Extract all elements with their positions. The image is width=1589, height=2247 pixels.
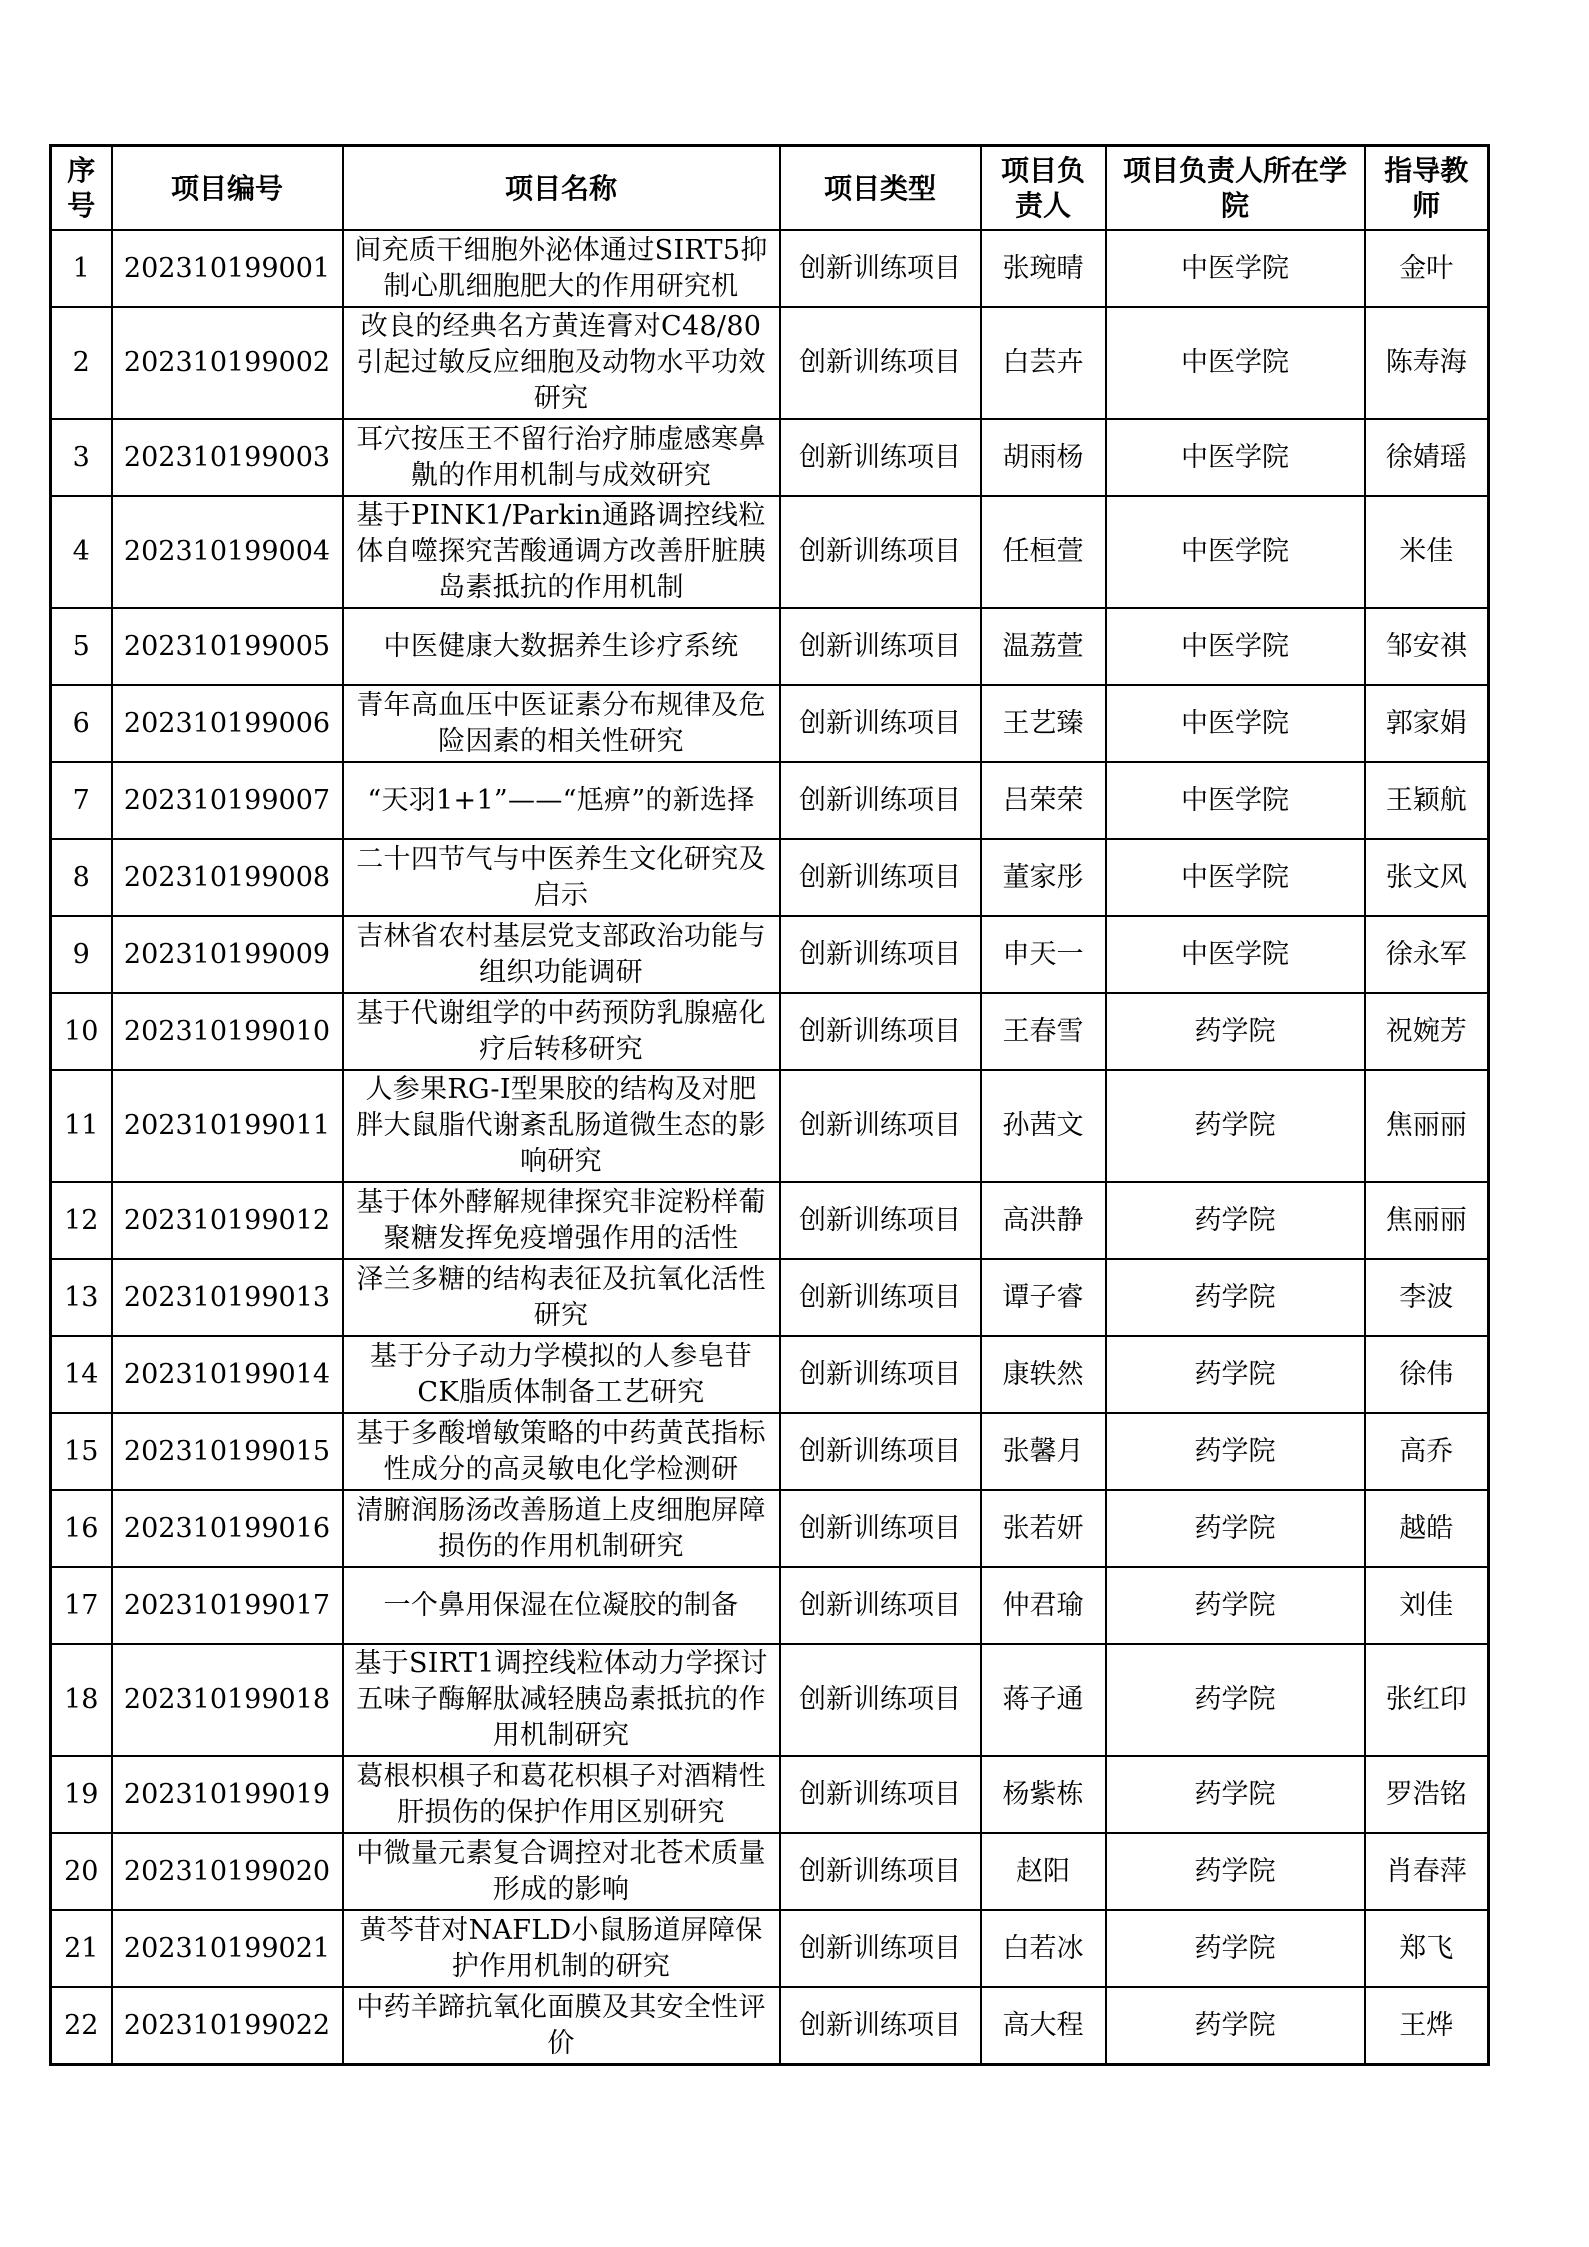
cell-code: 202310199005 <box>112 608 343 685</box>
table-row <box>51 1182 1489 1259</box>
cell-code: 202310199019 <box>112 1756 343 1833</box>
cell-advisor: 肖春萍 <box>1365 1833 1489 1910</box>
cell-code: 202310199001 <box>112 230 343 307</box>
cell-college: 药学院 <box>1106 1910 1365 1987</box>
table-row <box>51 307 1489 419</box>
cell-code: 202310199010 <box>112 993 343 1070</box>
cell-advisor: 焦丽丽 <box>1365 1182 1489 1259</box>
cell-code: 202310199006 <box>112 685 343 762</box>
cell-seq: 22 <box>51 1987 112 2065</box>
cell-name: 中医健康大数据养生诊疗系统 <box>343 608 780 685</box>
cell-college: 中医学院 <box>1106 608 1365 685</box>
cell-college: 中医学院 <box>1106 685 1365 762</box>
cell-college: 药学院 <box>1106 1182 1365 1259</box>
cell-seq: 15 <box>51 1413 112 1490</box>
cell-leader: 王春雪 <box>981 993 1106 1070</box>
cell-college: 中医学院 <box>1106 307 1365 419</box>
cell-seq: 17 <box>51 1567 112 1644</box>
table-row <box>51 496 1489 608</box>
cell-name: 葛根枳椇子和葛花枳椇子对酒精性肝损伤的保护作用区别研究 <box>343 1756 780 1833</box>
cell-advisor: 金叶 <box>1365 230 1489 307</box>
cell-college: 药学院 <box>1106 1336 1365 1413</box>
cell-leader: 董家彤 <box>981 839 1106 916</box>
cell-seq: 7 <box>51 762 112 839</box>
cell-leader: 温荔萱 <box>981 608 1106 685</box>
cell-code: 202310199003 <box>112 419 343 496</box>
cell-name: 二十四节气与中医养生文化研究及启示 <box>343 839 780 916</box>
cell-name: 黄芩苷对NAFLD小鼠肠道屏障保护作用机制的研究 <box>343 1910 780 1987</box>
cell-name: 基于代谢组学的中药预防乳腺癌化疗后转移研究 <box>343 993 780 1070</box>
cell-type: 创新训练项目 <box>780 1987 981 2065</box>
cell-type: 创新训练项目 <box>780 230 981 307</box>
cell-seq: 6 <box>51 685 112 762</box>
cell-leader: 王艺臻 <box>981 685 1106 762</box>
header-leader: 项目负责人 <box>981 146 1106 231</box>
cell-name: 耳穴按压王不留行治疗肺虚感寒鼻鼽的作用机制与成效研究 <box>343 419 780 496</box>
cell-leader: 申天一 <box>981 916 1106 993</box>
cell-type: 创新训练项目 <box>780 916 981 993</box>
cell-advisor: 刘佳 <box>1365 1567 1489 1644</box>
cell-leader: 谭子睿 <box>981 1259 1106 1336</box>
cell-seq: 16 <box>51 1490 112 1567</box>
cell-advisor: 祝婉芳 <box>1365 993 1489 1070</box>
cell-seq: 20 <box>51 1833 112 1910</box>
cell-leader: 高大程 <box>981 1987 1106 2065</box>
cell-seq: 1 <box>51 230 112 307</box>
cell-seq: 14 <box>51 1336 112 1413</box>
cell-type: 创新训练项目 <box>780 1833 981 1910</box>
cell-college: 中医学院 <box>1106 419 1365 496</box>
cell-name: 一个鼻用保湿在位凝胶的制备 <box>343 1567 780 1644</box>
cell-type: 创新训练项目 <box>780 762 981 839</box>
cell-code: 202310199022 <box>112 1987 343 2065</box>
table-row <box>51 762 1489 839</box>
cell-college: 中医学院 <box>1106 762 1365 839</box>
cell-type: 创新训练项目 <box>780 1413 981 1490</box>
cell-type: 创新训练项目 <box>780 419 981 496</box>
cell-college: 中医学院 <box>1106 839 1365 916</box>
cell-seq: 12 <box>51 1182 112 1259</box>
cell-advisor: 郭家娟 <box>1365 685 1489 762</box>
table-row <box>51 1567 1489 1644</box>
cell-seq: 18 <box>51 1644 112 1756</box>
cell-type: 创新训练项目 <box>780 1490 981 1567</box>
header-name: 项目名称 <box>343 146 780 231</box>
cell-type: 创新训练项目 <box>780 1567 981 1644</box>
cell-type: 创新训练项目 <box>780 1644 981 1756</box>
table-row <box>51 1833 1489 1910</box>
cell-advisor: 王颖航 <box>1365 762 1489 839</box>
cell-seq: 11 <box>51 1070 112 1182</box>
table-row <box>51 1259 1489 1336</box>
table-row <box>51 608 1489 685</box>
cell-advisor: 徐永军 <box>1365 916 1489 993</box>
cell-advisor: 王烨 <box>1365 1987 1489 2065</box>
cell-advisor: 张红印 <box>1365 1644 1489 1756</box>
table-row <box>51 1987 1489 2065</box>
cell-college: 中医学院 <box>1106 230 1365 307</box>
cell-seq: 5 <box>51 608 112 685</box>
cell-advisor: 陈寿海 <box>1365 307 1489 419</box>
table-row <box>51 1756 1489 1833</box>
cell-name: 人参果RG-I型果胶的结构及对肥胖大鼠脂代谢紊乱肠道微生态的影响研究 <box>343 1070 780 1182</box>
cell-college: 药学院 <box>1106 1756 1365 1833</box>
cell-name: 吉林省农村基层党支部政治功能与组织功能调研 <box>343 916 780 993</box>
cell-college: 药学院 <box>1106 1490 1365 1567</box>
cell-type: 创新训练项目 <box>780 496 981 608</box>
cell-code: 202310199009 <box>112 916 343 993</box>
cell-type: 创新训练项目 <box>780 1756 981 1833</box>
cell-type: 创新训练项目 <box>780 608 981 685</box>
cell-leader: 白若冰 <box>981 1910 1106 1987</box>
cell-college: 中医学院 <box>1106 496 1365 608</box>
header-seq: 序号 <box>51 146 112 231</box>
table-row <box>51 1644 1489 1756</box>
cell-college: 药学院 <box>1106 1070 1365 1182</box>
cell-leader: 任桓萱 <box>981 496 1106 608</box>
cell-code: 202310199013 <box>112 1259 343 1336</box>
cell-name: 基于SIRT1调控线粒体动力学探讨五味子酶解肽减轻胰岛素抵抗的作用机制研究 <box>343 1644 780 1756</box>
cell-advisor: 越皓 <box>1365 1490 1489 1567</box>
cell-seq: 8 <box>51 839 112 916</box>
cell-type: 创新训练项目 <box>780 1182 981 1259</box>
cell-leader: 吕荣荣 <box>981 762 1106 839</box>
header-type: 项目类型 <box>780 146 981 231</box>
cell-name: 基于体外酵解规律探究非淀粉样葡聚糖发挥免疫增强作用的活性 <box>343 1182 780 1259</box>
cell-leader: 康轶然 <box>981 1336 1106 1413</box>
table-row <box>51 685 1489 762</box>
cell-leader: 赵阳 <box>981 1833 1106 1910</box>
cell-leader: 蒋子通 <box>981 1644 1106 1756</box>
table-row <box>51 839 1489 916</box>
table-row <box>51 993 1489 1070</box>
cell-seq: 2 <box>51 307 112 419</box>
cell-leader: 孙茜文 <box>981 1070 1106 1182</box>
cell-code: 202310199014 <box>112 1336 343 1413</box>
cell-advisor: 焦丽丽 <box>1365 1070 1489 1182</box>
cell-type: 创新训练项目 <box>780 685 981 762</box>
table-row <box>51 1070 1489 1182</box>
cell-advisor: 徐伟 <box>1365 1336 1489 1413</box>
cell-leader: 张琬晴 <box>981 230 1106 307</box>
cell-code: 202310199007 <box>112 762 343 839</box>
cell-leader: 高洪静 <box>981 1182 1106 1259</box>
cell-advisor: 罗浩铭 <box>1365 1756 1489 1833</box>
cell-leader: 杨紫栋 <box>981 1756 1106 1833</box>
cell-college: 药学院 <box>1106 1567 1365 1644</box>
cell-type: 创新训练项目 <box>780 307 981 419</box>
cell-code: 202310199011 <box>112 1070 343 1182</box>
cell-seq: 21 <box>51 1910 112 1987</box>
cell-name: 中微量元素复合调控对北苍术质量形成的影响 <box>343 1833 780 1910</box>
cell-name: 中药羊蹄抗氧化面膜及其安全性评价 <box>343 1987 780 2065</box>
cell-name: 基于多酸增敏策略的中药黄芪指标性成分的高灵敏电化学检测研 <box>343 1413 780 1490</box>
cell-college: 药学院 <box>1106 993 1365 1070</box>
cell-seq: 13 <box>51 1259 112 1336</box>
cell-code: 202310199018 <box>112 1644 343 1756</box>
cell-type: 创新训练项目 <box>780 1259 981 1336</box>
table-row <box>51 419 1489 496</box>
cell-code: 202310199015 <box>112 1413 343 1490</box>
cell-type: 创新训练项目 <box>780 1070 981 1182</box>
cell-seq: 9 <box>51 916 112 993</box>
cell-name: 青年高血压中医证素分布规律及危险因素的相关性研究 <box>343 685 780 762</box>
project-table <box>49 144 1490 2066</box>
cell-advisor: 郑飞 <box>1365 1910 1489 1987</box>
cell-college: 药学院 <box>1106 1987 1365 2065</box>
cell-code: 202310199020 <box>112 1833 343 1910</box>
table-row <box>51 1910 1489 1987</box>
cell-code: 202310199017 <box>112 1567 343 1644</box>
cell-leader: 仲君瑜 <box>981 1567 1106 1644</box>
cell-type: 创新训练项目 <box>780 993 981 1070</box>
cell-college: 药学院 <box>1106 1413 1365 1490</box>
cell-college: 药学院 <box>1106 1833 1365 1910</box>
cell-type: 创新训练项目 <box>780 1910 981 1987</box>
table-header-row <box>51 146 1489 231</box>
cell-code: 202310199012 <box>112 1182 343 1259</box>
cell-college: 中医学院 <box>1106 916 1365 993</box>
cell-advisor: 米佳 <box>1365 496 1489 608</box>
cell-leader: 白芸卉 <box>981 307 1106 419</box>
cell-seq: 3 <box>51 419 112 496</box>
cell-advisor: 邹安祺 <box>1365 608 1489 685</box>
cell-code: 202310199008 <box>112 839 343 916</box>
cell-name: 基于分子动力学模拟的人参皂苷CK脂质体制备工艺研究 <box>343 1336 780 1413</box>
cell-name: 清腑润肠汤改善肠道上皮细胞屏障损伤的作用机制研究 <box>343 1490 780 1567</box>
table-row <box>51 1490 1489 1567</box>
cell-name: 间充质干细胞外泌体通过SIRT5抑制心肌细胞肥大的作用研究机 <box>343 230 780 307</box>
cell-name: “天羽1+1”——“尪痹”的新选择 <box>343 762 780 839</box>
cell-code: 202310199002 <box>112 307 343 419</box>
cell-advisor: 徐婧瑶 <box>1365 419 1489 496</box>
cell-type: 创新训练项目 <box>780 839 981 916</box>
cell-leader: 张馨月 <box>981 1413 1106 1490</box>
cell-code: 202310199004 <box>112 496 343 608</box>
cell-code: 202310199016 <box>112 1490 343 1567</box>
cell-name: 泽兰多糖的结构表征及抗氧化活性研究 <box>343 1259 780 1336</box>
cell-college: 药学院 <box>1106 1259 1365 1336</box>
cell-seq: 4 <box>51 496 112 608</box>
cell-advisor: 张文风 <box>1365 839 1489 916</box>
cell-seq: 19 <box>51 1756 112 1833</box>
cell-code: 202310199021 <box>112 1910 343 1987</box>
table-row <box>51 230 1489 307</box>
cell-leader: 胡雨杨 <box>981 419 1106 496</box>
cell-name: 改良的经典名方黄连膏对C48/80引起过敏反应细胞及动物水平功效研究 <box>343 307 780 419</box>
table-row <box>51 1413 1489 1490</box>
cell-advisor: 李波 <box>1365 1259 1489 1336</box>
header-college: 项目负责人所在学院 <box>1106 146 1365 231</box>
cell-college: 药学院 <box>1106 1644 1365 1756</box>
cell-name: 基于PINK1/Parkin通路调控线粒体自噬探究苦酸通调方改善肝脏胰岛素抵抗的作用机制 <box>343 496 780 608</box>
table-row <box>51 916 1489 993</box>
cell-leader: 张若妍 <box>981 1490 1106 1567</box>
cell-type: 创新训练项目 <box>780 1336 981 1413</box>
cell-seq: 10 <box>51 993 112 1070</box>
table-row <box>51 1336 1489 1413</box>
cell-advisor: 高乔 <box>1365 1413 1489 1490</box>
header-advisor: 指导教师 <box>1365 146 1489 231</box>
header-code: 项目编号 <box>112 146 343 231</box>
